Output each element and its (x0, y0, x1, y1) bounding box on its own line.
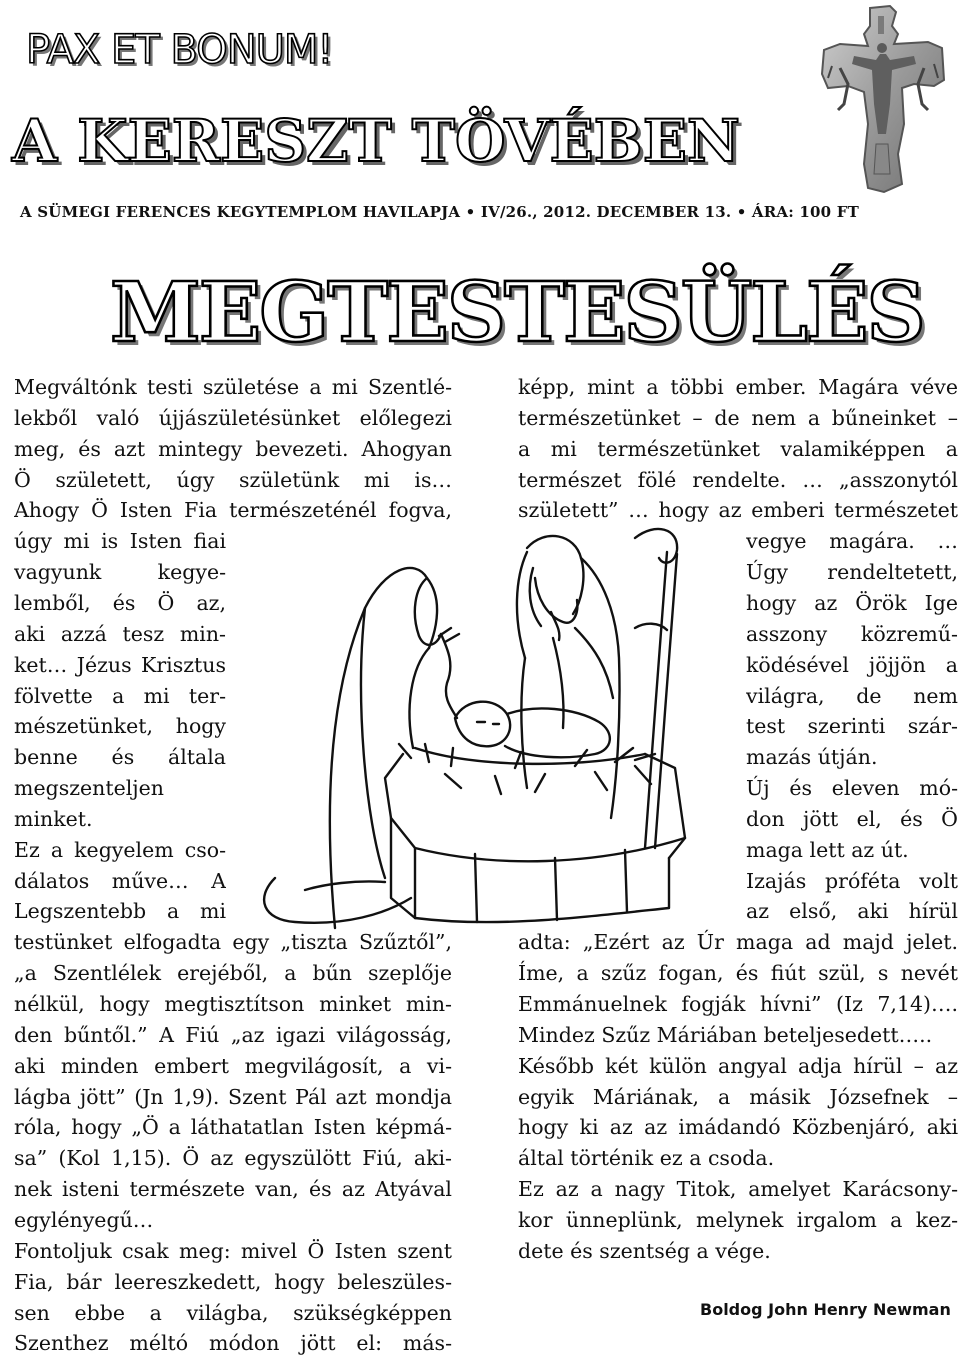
text-line: nélkül, hogy megtisztítson minket min- (14, 992, 452, 1016)
text-line: don jött el, és Ö (746, 806, 958, 831)
author-signature: Boldog John Henry Newman (700, 1300, 951, 1319)
text-line: vegye magára. … (746, 529, 958, 554)
nativity-illustration (215, 518, 745, 938)
text-line: Íme, a szűz fogan, és fiút szül, s nevét (518, 961, 958, 986)
text-line: maga lett az út. (746, 837, 909, 862)
text-line: mazás útján. (746, 745, 878, 770)
text-line: képp, mint a többi ember. Magára véve (518, 375, 958, 399)
text-line: Mindez Szűz Máriában beteljesedett….. (518, 1022, 933, 1047)
text-line: ket… Jézus Krisztus (14, 652, 226, 677)
text-line: a mi természetünket valamiképpen a (518, 436, 958, 461)
text-line: Később két külön angyal adja hírül – az (518, 1053, 958, 1078)
text-line: Megváltónk testi születése a mi Szentlé- (14, 375, 452, 399)
text-line: Szenthez méltó módon jött el: más- (14, 1331, 452, 1356)
text-line: megszenteljen (14, 776, 164, 801)
text-line: asszony közremű- (746, 621, 958, 646)
text-line: egyik Máriának, a másik Józsefnek – (518, 1084, 958, 1109)
text-line: lemből, és Ö az, (14, 590, 226, 615)
text-line: Fia, bár leereszkedett, hogy beleszüles- (14, 1269, 452, 1294)
text-line: minket. (14, 806, 93, 831)
text-line: den bűntől.” A Fiú „az igazi világosság, (14, 1022, 452, 1047)
text-line: egylényegű… (14, 1207, 154, 1232)
text-line: adta: „Ezért az Úr maga ad majd jelet. (518, 930, 958, 955)
text-line: test szerinti szár- (746, 714, 958, 739)
text-line: hogy az Örök Ige (746, 590, 958, 615)
text-line: Ez az a nagy Titok, amelyet Karácsony- (518, 1177, 958, 1202)
text-line: született” … hogy az emberi természetet (518, 498, 958, 523)
text-line: által történik ez a csoda. (518, 1146, 775, 1171)
text-line: Úgy rendeltetett, (746, 560, 958, 585)
text-line: Izajás próféta volt (746, 868, 958, 893)
text-line: sen ebbe a világba, szükségképpen (14, 1300, 452, 1325)
headline: MEGTESTESÜLÉS (110, 265, 924, 361)
text-line: Emmánuelnek fogják hívni” (Iz 7,14)…. (518, 992, 958, 1016)
text-line: kor ünneplünk, melynek irgalom a kez- (518, 1207, 958, 1232)
text-line: Új és eleven mó- (746, 776, 958, 801)
text-line: vagyunk kegye- (14, 560, 226, 585)
text-line: nek isteni természete van, és az Atyával (14, 1177, 452, 1202)
text-line: hogy ki az az imádandó Közbenjáró, aki (518, 1115, 958, 1140)
text-line: sa” (Kol 1,15). Ö az egyszülött Fiú, aki- (14, 1146, 452, 1171)
text-line: lágba jött” (Jn 1,9). Szent Pál azt mondja (14, 1084, 452, 1109)
text-line: róla, hogy „Ö a láthatatlan Isten képmá- (14, 1115, 452, 1140)
text-line: Legszentebb a mi (14, 899, 226, 924)
text-line: benne és általa (14, 745, 226, 770)
text-line: aki minden embert megvilágosít, a vi- (14, 1053, 452, 1078)
text-line: „a Szentlélek erejéből, a bűn szeplője (14, 961, 452, 986)
masthead-motto: PAX ET BONUM! (26, 27, 333, 73)
text-line: Ez a kegyelem cso- (14, 837, 226, 862)
text-line: dete és szentség a vége. (518, 1238, 771, 1263)
text-line: Ahogy Ö Isten Fia természeténél fogva, (14, 498, 452, 523)
text-line: dálatos műve… A (14, 868, 226, 893)
text-line: lekből való újjászületésünket előlegezi (14, 405, 452, 430)
text-line: természet fölé rendelte. … „asszonytól (518, 467, 958, 492)
text-line: ködésével jöjjön a (746, 652, 958, 677)
text-line: Fontoljuk csak meg: mivel Ö Isten szent (14, 1238, 452, 1263)
text-line: Ö született, úgy születünk mi is… (14, 467, 452, 492)
text-line: úgy mi is Isten fiai (14, 529, 226, 554)
text-line: meg, és azt mintegy bevezeti. Ahogyan (14, 436, 452, 461)
text-line: az első, aki hírül (746, 899, 958, 924)
text-line: testünket elfogadta egy „tiszta Szűztől”, (14, 930, 452, 955)
text-line: természetünket – de nem a bűneinket – (518, 405, 958, 430)
masthead-title: A KERESZT TÖVÉBEN (12, 107, 740, 175)
text-line: aki azzá tesz min- (14, 621, 226, 646)
crucifix-image (818, 4, 948, 194)
text-line: mészetünket, hogy (14, 714, 226, 739)
text-line: világra, de nem (746, 683, 958, 708)
masthead-subtitle: A SÜMEGI FERENCES KEGYTEMPLOM HAVILAPJA • IV/26., 2012. DECEMBER 13. • ÁRA: 100 FT (20, 203, 859, 221)
text-line: fölvette a mi ter- (14, 683, 226, 708)
